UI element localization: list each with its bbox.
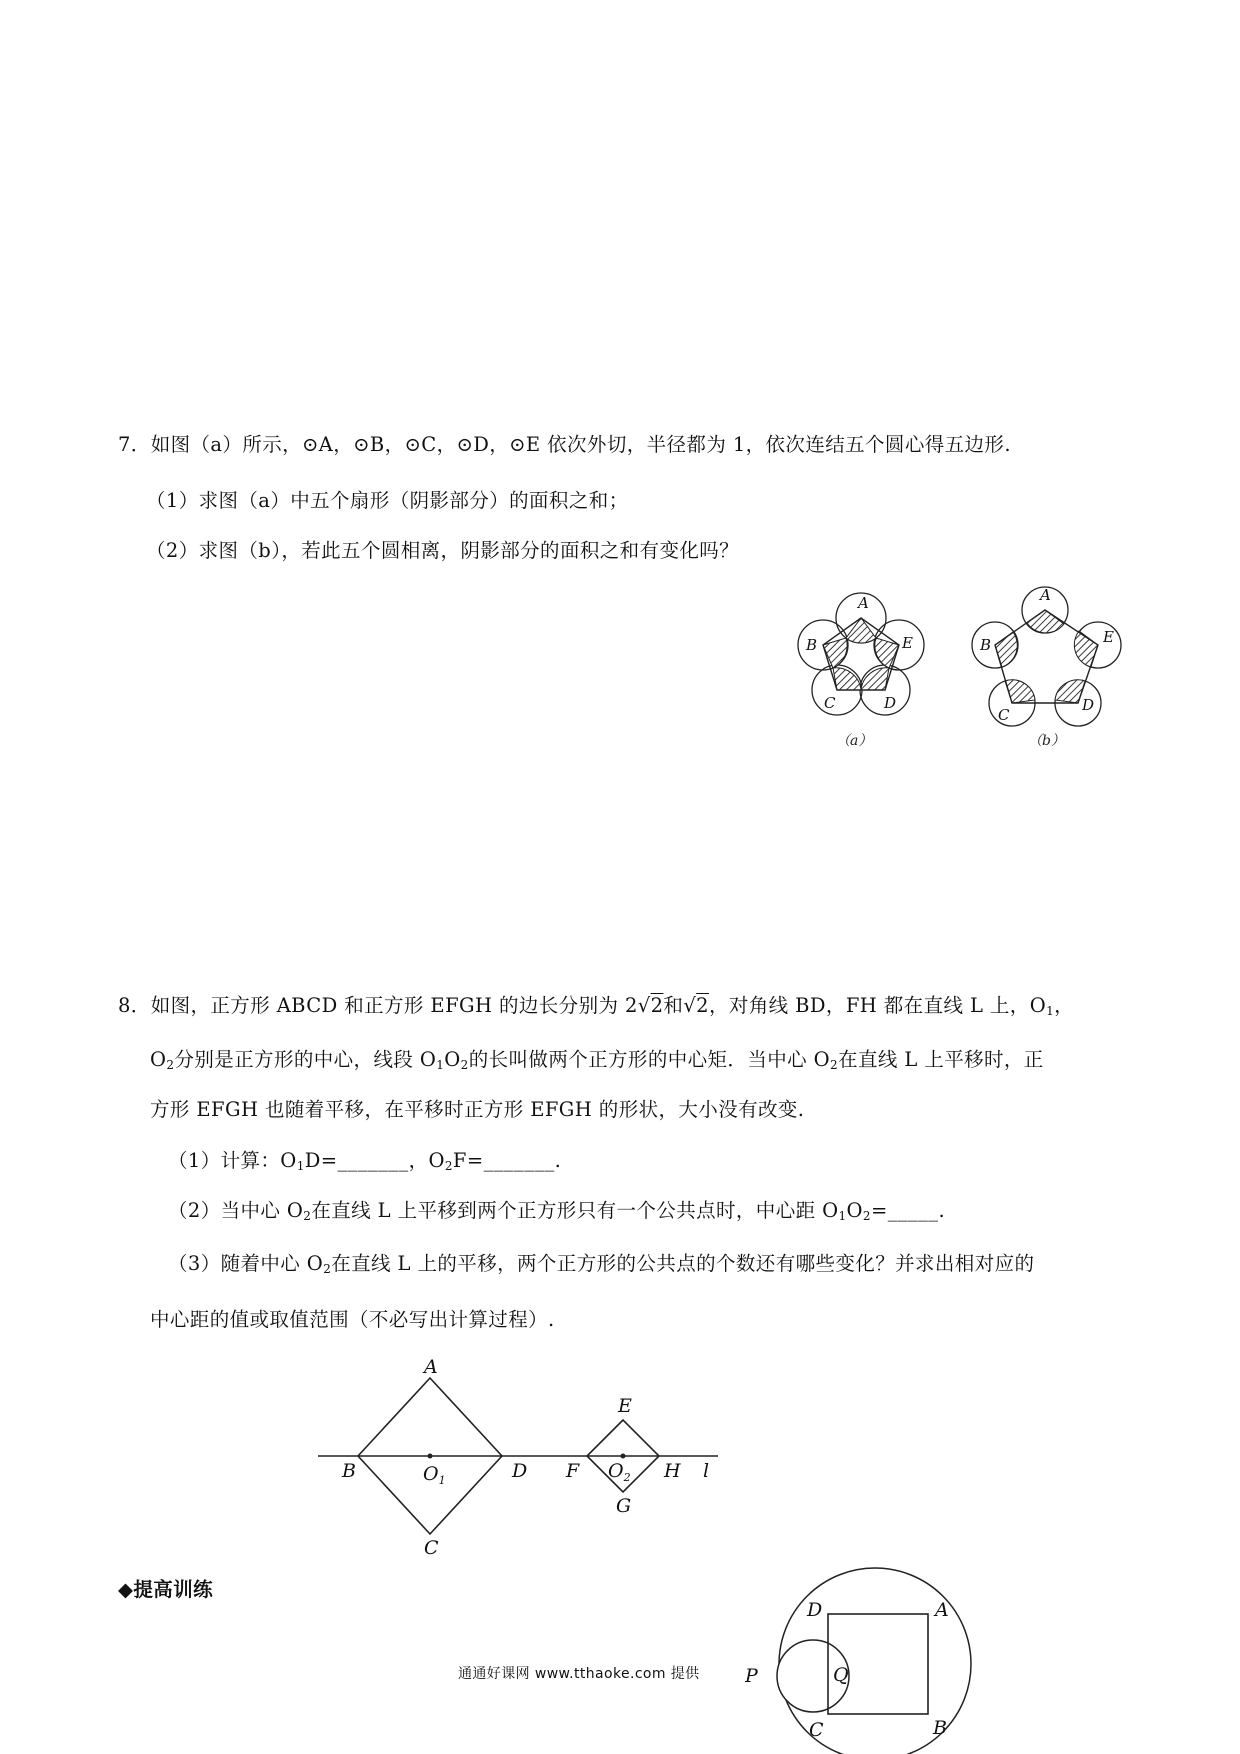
q8-part2: （2）当中心 $O_2$在直线 L 上平移到两个正方形只有一个公共点时，中心距 $O_1O_2=\_\_\_\_\_$. bbox=[168, 1199, 946, 1223]
q8-figure bbox=[318, 1356, 738, 1566]
bottom-label-a: A bbox=[935, 1599, 949, 1621]
q8-label-e: E bbox=[618, 1395, 632, 1417]
q8-label-c: C bbox=[424, 1537, 439, 1559]
q7-part2: （2）求图（b），若此五个圆相离，阴影部分的面积之和有变化吗？ bbox=[146, 539, 740, 562]
fig-a-caption: （a） bbox=[836, 733, 873, 749]
sqrt2-b: √2 bbox=[683, 994, 709, 1017]
fig-b-caption: （b） bbox=[1028, 733, 1065, 749]
fig-b-label-e: E bbox=[1103, 628, 1114, 646]
sqrt2-a: √2 bbox=[637, 994, 664, 1017]
bottom-figure bbox=[745, 1564, 1005, 1754]
section-title: ◆提高训练 bbox=[118, 1578, 213, 1601]
fig-a-label-a: A bbox=[858, 594, 869, 612]
bottom-label-q: Q bbox=[833, 1664, 849, 1686]
bottom-label-c: C bbox=[809, 1719, 824, 1741]
q8-label-h: H bbox=[664, 1460, 681, 1482]
q7-stem: 7．如图（a）所示，⊙A，⊙B，⊙C，⊙D，⊙E 依次外切，半径都为 1，依次连结五个圆心得五边形. bbox=[118, 433, 1011, 456]
bottom-label-d: D bbox=[807, 1599, 823, 1621]
q8-label-l: l bbox=[703, 1460, 710, 1482]
q8-label-o1: $O_1$ bbox=[423, 1463, 446, 1487]
q8-line2: $O_2$分别是正方形的中心，线段 $O_1O_2$的长叫做两个正方形的中心矩．当中心 $O_2$在直线 L 上平移时，正 bbox=[150, 1048, 1044, 1072]
q8-label-o2: $O_2$ bbox=[608, 1460, 631, 1484]
q8-part3: （3）随着中心 $O_2$在直线 L 上的平移，两个正方形的公共点的个数还有哪些变化？并求出相对应的 bbox=[168, 1252, 1035, 1276]
q8-line1: 8．如图，正方形 ABCD 和正方形 EFGH 的边长分别为 2√2和√2，对角线 BD，FH 都在直线 L 上，$O_1$， bbox=[118, 994, 1075, 1018]
fig-b-label-d: D bbox=[1082, 696, 1095, 714]
q8-label-a: A bbox=[424, 1356, 438, 1378]
fig-a-label-d: D bbox=[884, 694, 897, 712]
q8-label-g: G bbox=[616, 1495, 632, 1517]
bottom-label-p: P bbox=[745, 1665, 758, 1687]
fig-b-label-a: A bbox=[1040, 586, 1051, 604]
footer-text: 通通好课网 www.tthaoke.com 提供 bbox=[458, 1666, 700, 1682]
q8-label-f: F bbox=[566, 1460, 580, 1482]
q8-line3: 方形 EFGH 也随着平移，在平移时正方形 EFGH 的形状，大小没有改变. bbox=[150, 1098, 805, 1121]
q8-part3-cont: 中心距的值或取值范围（不必写出计算过程）. bbox=[150, 1308, 555, 1331]
q7-part1: （1）求图（a）中五个扇形（阴影部分）的面积之和； bbox=[146, 489, 629, 512]
q8-part1: （1）计算：$O_1D=\_\_\_\_\_\_\_$，$O_2F=\_\_\_\_\_\_\_$. bbox=[168, 1149, 562, 1173]
fig-a-label-e: E bbox=[902, 634, 913, 652]
q8-label-b: B bbox=[342, 1460, 356, 1482]
q7-figure-a bbox=[786, 580, 936, 750]
fig-b-label-c: C bbox=[998, 706, 1010, 724]
q8-label-d: D bbox=[512, 1460, 528, 1482]
q7-figure-b bbox=[960, 570, 1130, 750]
fig-b-label-b: B bbox=[980, 636, 992, 654]
fig-a-label-b: B bbox=[806, 636, 818, 654]
bottom-label-b: B bbox=[933, 1717, 947, 1739]
fig-a-label-c: C bbox=[824, 694, 836, 712]
